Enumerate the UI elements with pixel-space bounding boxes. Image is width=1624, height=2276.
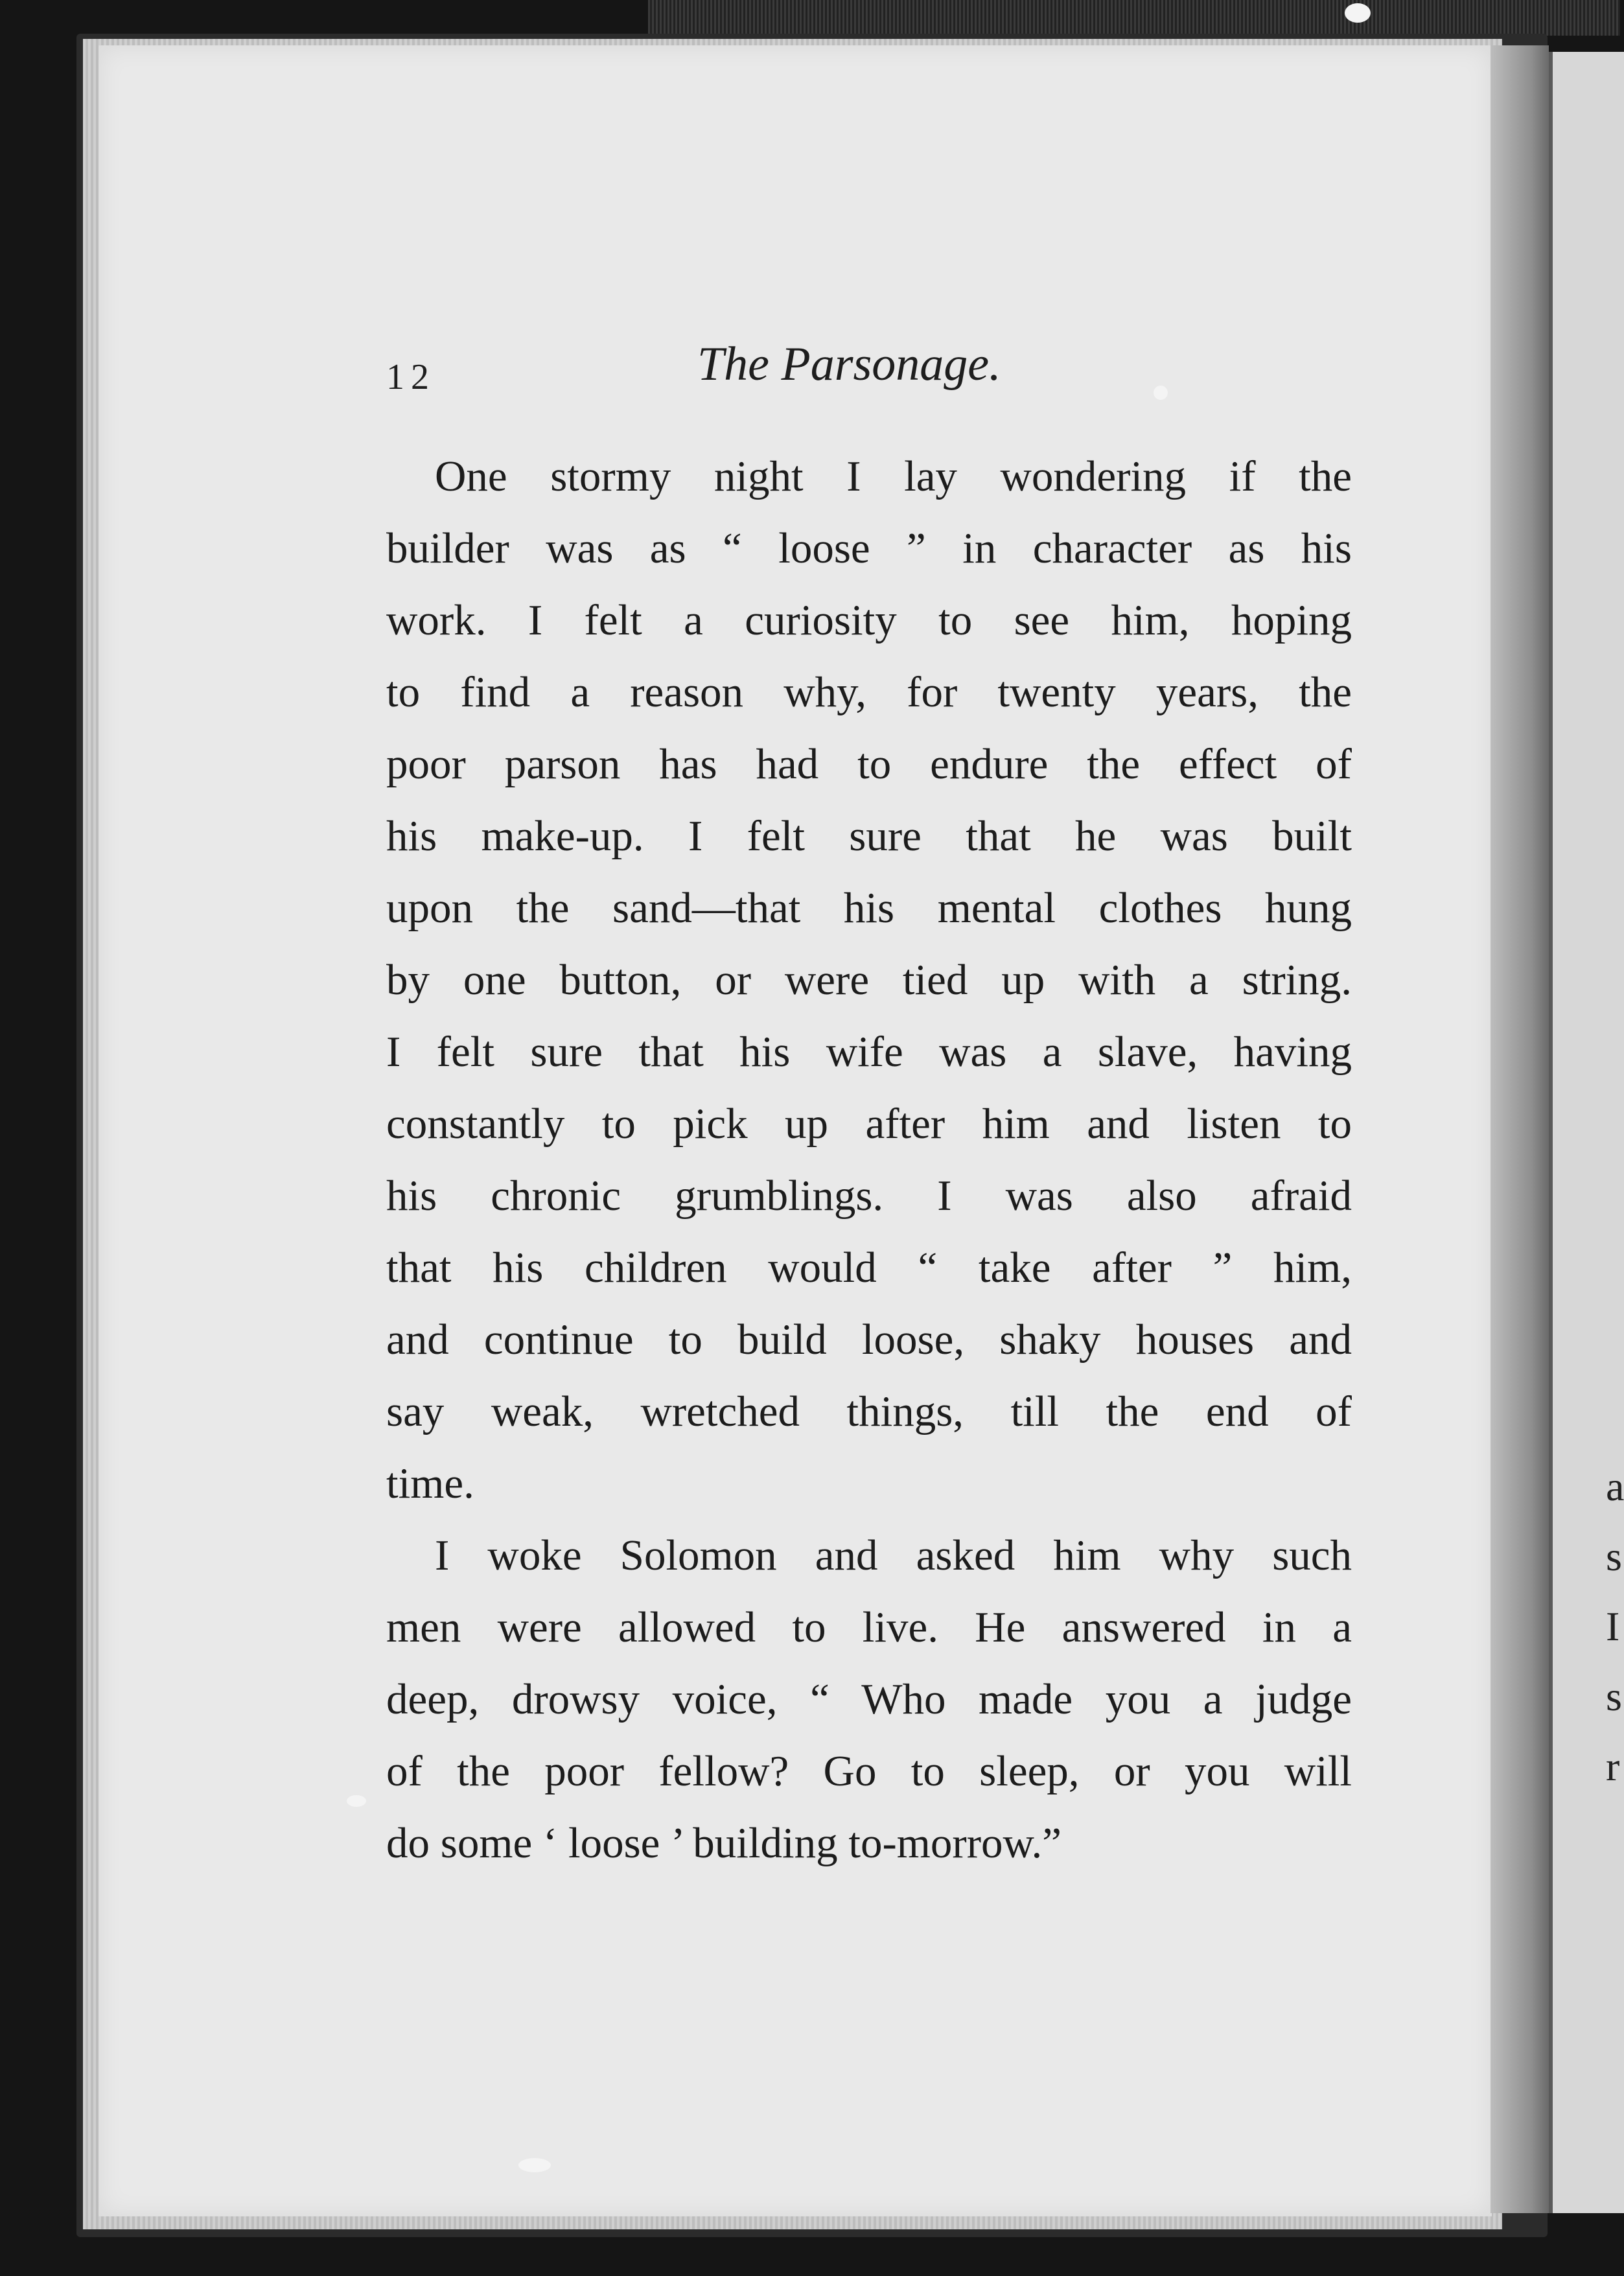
text-line: poor parson has had to endure the effect of [386,740,1352,788]
text-line: deep, drowsy voice, “ Who made you a judge [386,1675,1352,1723]
scan-bottom-border [0,2239,1620,2276]
facing-page-letter: s [1606,1673,1622,1719]
book-gutter [1491,45,1549,2213]
text-line: his make-up. I felt sure that he was built [386,812,1352,860]
running-title: The Parsonage. [697,338,1001,391]
text-line: men were allowed to live. He answered in a [386,1603,1352,1651]
text-line: say weak, wretched things, till the end of [386,1388,1352,1435]
text-line: that his children would “ take after ” him, [386,1244,1352,1292]
facing-page-letter: a [1606,1463,1624,1509]
facing-page-letter: s [1606,1533,1622,1579]
facing-page-edge [1549,52,1624,2213]
text-line: I woke Solomon and asked him why such [435,1531,1352,1579]
dust-speck [347,1795,366,1807]
dust-speck [1345,3,1371,23]
page-number: 12 [386,357,435,397]
body-text [386,441,1352,1879]
facing-page-letter: I [1606,1603,1620,1649]
facing-page-letters [1606,1452,1624,1802]
text-line: do some ‘ loose ’ building to-morrow.” [386,1819,1062,1867]
text-line: and continue to build loose, shaky houses and [386,1316,1352,1364]
paragraph [386,1520,1352,1879]
text-line: One stormy night I lay wondering if the [435,452,1352,500]
text-line: of the poor fellow? Go to sleep, or you will [386,1747,1352,1795]
running-head [386,337,1358,415]
dust-speck [518,2158,551,2172]
text-line: time. [386,1459,474,1507]
text-line: by one button, or were tied up with a string. [386,956,1352,1004]
text-line: to find a reason why, for twenty years, the [386,668,1352,716]
text-line: his chronic grumblings. I was also afraid [386,1172,1352,1220]
paragraph [386,441,1352,1520]
text-line: builder was as “ loose ” in character as his [386,524,1352,572]
text-line: work. I felt a curiosity to see him, hoping [386,596,1352,644]
facing-page-letter: r [1606,1743,1620,1789]
text-line: I felt sure that his wife was a slave, having [386,1028,1352,1076]
text-line: upon the sand—that his mental clothes hung [386,884,1352,932]
text-line: constantly to pick up after him and listen to [386,1100,1352,1148]
cover-cloth-top [648,0,1620,36]
